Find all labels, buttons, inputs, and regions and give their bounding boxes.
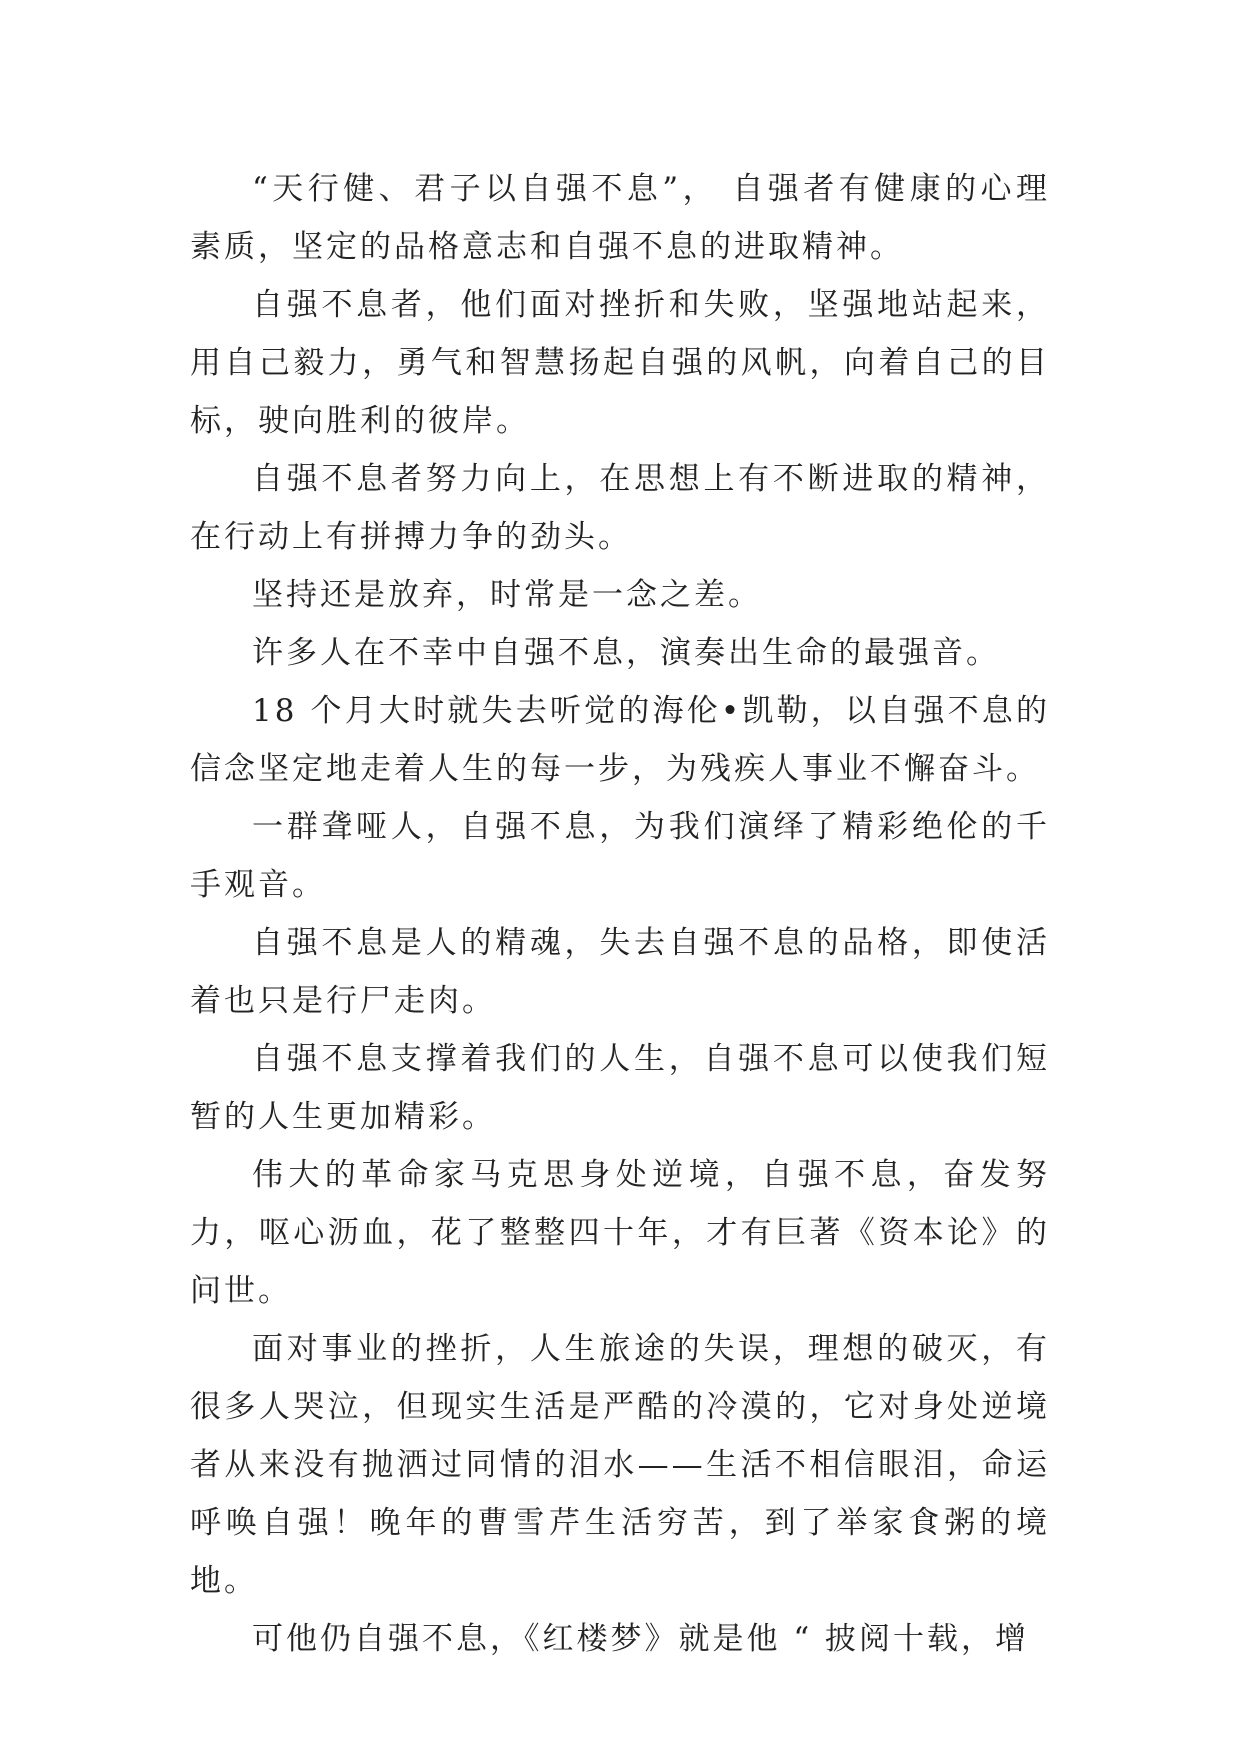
paragraph: 自强不息支撑着我们的人生，自强不息可以使我们短暂的人生更加精彩。	[190, 1041, 1050, 1135]
paragraph: “天行健、君子以自强不息”， 自强者有健康的心理素质，坚定的品格意志和自强不息的进取精神。	[190, 171, 1050, 265]
paragraph: 自强不息者，他们面对挫折和失败，坚强地站起来，用自己毅力，勇气和智慧扬起自强的风帆，向着自己的目标，驶向胜利的彼岸。	[190, 287, 1050, 439]
paragraph: 可他仍自强不息，《红楼梦》就是他 “ 披阅十载，增	[252, 1621, 1030, 1657]
paragraph: 许多人在不幸中自强不息，演奏出生命的最强音。	[252, 635, 1000, 671]
paragraph: 自强不息是人的精魂，失去自强不息的品格，即使活着也只是行尸走肉。	[190, 925, 1050, 1019]
paragraph: 自强不息者努力向上，在思想上有不断进取的精神，在行动上有拼搏力争的劲头。	[190, 461, 1050, 555]
paragraph: 一群聋哑人，自强不息，为我们演绎了精彩绝伦的千手观音。	[190, 809, 1050, 903]
paragraph: 面对事业的挫折，人生旅途的失误，理想的破灭，有很多人哭泣，但现实生活是严酷的冷漠的，它对身处逆境者从来没有抛洒过同情的泪水——生活不相信眼泪，命运呼唤自强！晚年的曹雪芹生活穷苦，到了举家食粥的境地。	[190, 1331, 1050, 1599]
paragraph: 伟大的革命家马克思身处逆境，自强不息，奋发努力，呕心沥血，花了整整四十年，才有巨著《资本论》的问世。	[190, 1157, 1050, 1309]
paragraph: 坚持还是放弃，时常是一念之差。	[252, 577, 762, 613]
document-body	[190, 160, 1050, 1668]
paragraph: 18 个月大时就失去听觉的海伦•凯勒，以自强不息的信念坚定地走着人生的每一步，为残疾人事业不懈奋斗。	[190, 693, 1050, 787]
